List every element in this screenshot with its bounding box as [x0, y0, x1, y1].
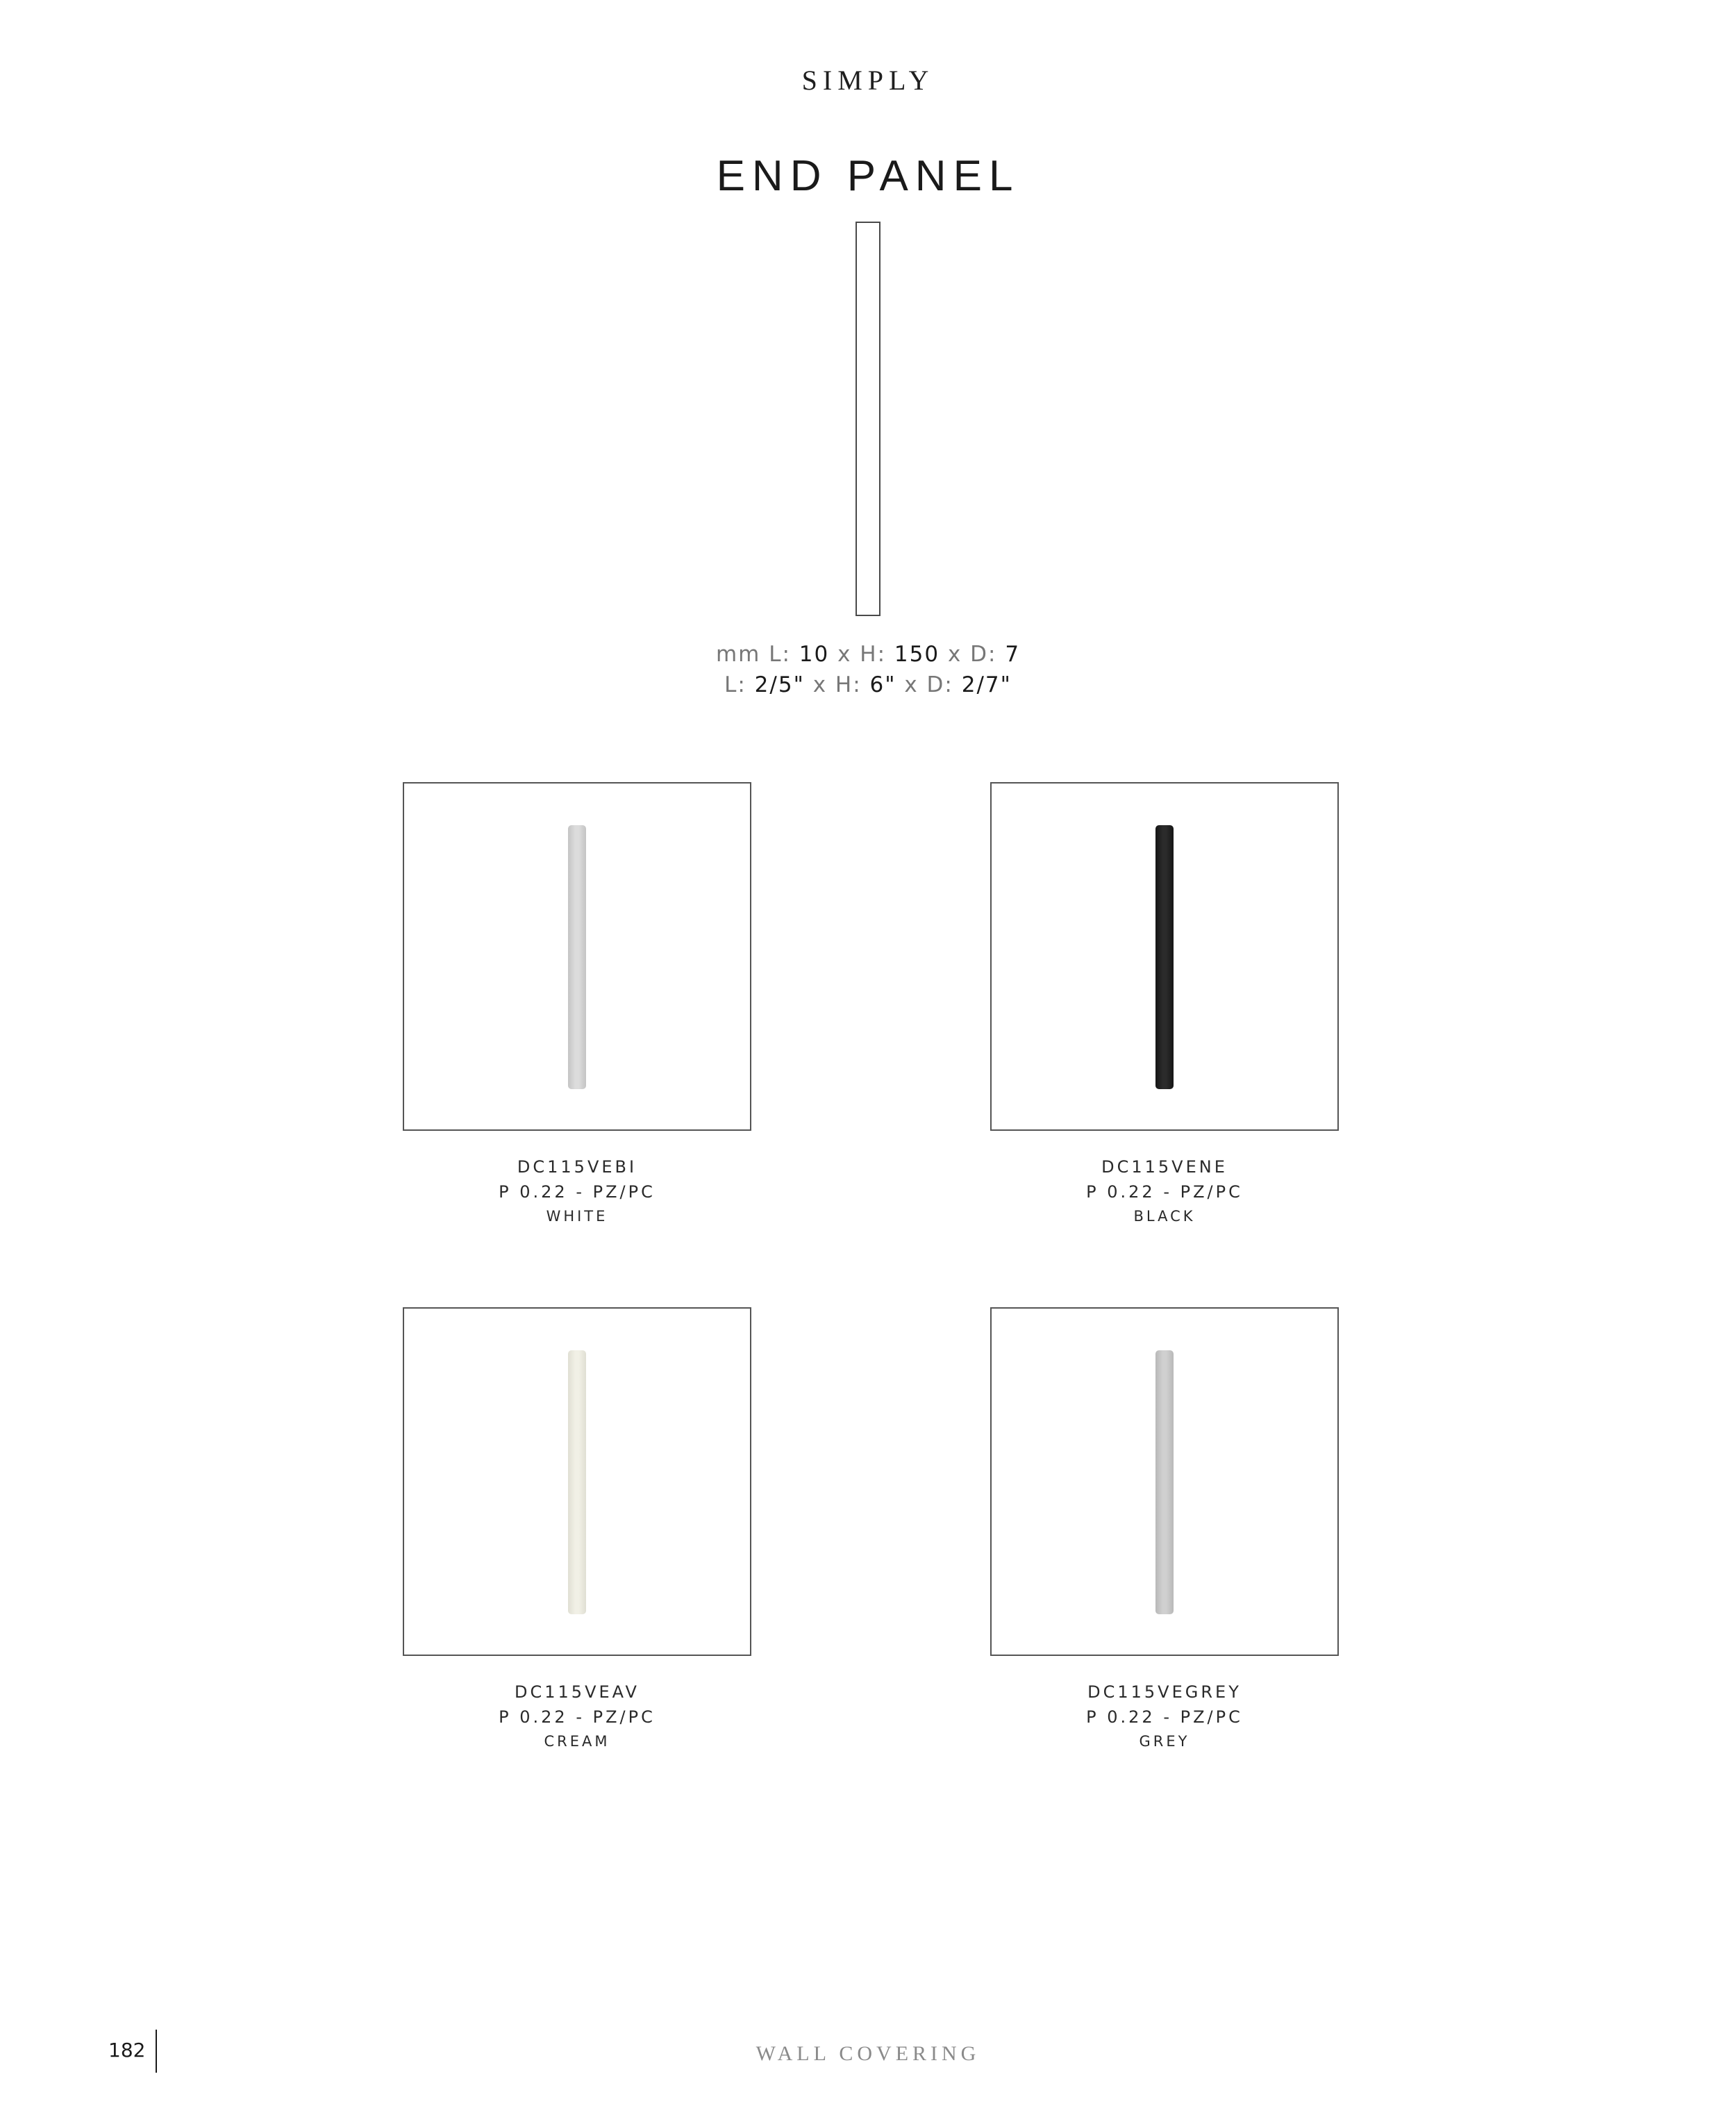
product-code: DC115VEAV — [515, 1682, 640, 1702]
product-swatch-grey — [1155, 1350, 1174, 1614]
product-price: P 0.22 - PZ/PC — [499, 1707, 656, 1727]
product-code: DC115VEGREY — [1087, 1682, 1242, 1702]
metric-length-label: L: — [769, 642, 791, 667]
product-price: P 0.22 - PZ/PC — [1086, 1182, 1243, 1202]
product-card-cream[interactable] — [403, 1307, 751, 1656]
product-color: GREY — [1139, 1733, 1190, 1750]
product-caption-white — [403, 1154, 751, 1228]
product-card-white[interactable] — [403, 782, 751, 1131]
page-number: 182 — [108, 2039, 146, 2062]
product-color: WHITE — [546, 1208, 608, 1225]
imperial-depth-value: 2/7" — [961, 672, 1012, 697]
section-footer: WALL COVERING — [756, 2042, 980, 2065]
imperial-length-value: 2/5" — [754, 672, 805, 697]
imperial-length-label: L: — [724, 672, 746, 697]
dimensions-imperial — [0, 670, 1736, 700]
product-caption-black — [990, 1154, 1339, 1228]
metric-depth-value: 7 — [1005, 642, 1021, 667]
product-swatch-cream — [568, 1350, 586, 1614]
brand-name: SIMPLY — [801, 65, 935, 96]
product-color: BLACK — [1133, 1208, 1196, 1225]
product-caption-grey — [990, 1680, 1339, 1753]
dimensions — [0, 639, 1736, 700]
product-price: P 0.22 - PZ/PC — [1086, 1707, 1243, 1727]
metric-height-label: x H: — [837, 642, 887, 667]
metric-depth-label: x D: — [947, 642, 997, 667]
product-swatch-black — [1155, 825, 1174, 1089]
end-panel-drawing — [856, 222, 880, 616]
imperial-height-label: x H: — [812, 672, 862, 697]
page-title: END PANEL — [716, 152, 1020, 200]
imperial-height-value: 6" — [869, 672, 896, 697]
metric-length-value: 10 — [799, 642, 830, 667]
metric-height-value: 150 — [894, 642, 940, 667]
product-color: CREAM — [544, 1733, 610, 1750]
metric-unit: mm — [715, 642, 761, 667]
product-code: DC115VEBI — [517, 1157, 637, 1177]
product-card-black[interactable] — [990, 782, 1339, 1131]
product-price: P 0.22 - PZ/PC — [499, 1182, 656, 1202]
dimensions-metric — [0, 639, 1736, 670]
product-caption-cream — [403, 1680, 751, 1753]
product-code: DC115VENE — [1101, 1157, 1228, 1177]
imperial-depth-label: x D: — [904, 672, 953, 697]
product-swatch-white — [568, 825, 586, 1089]
product-card-grey[interactable] — [990, 1307, 1339, 1656]
